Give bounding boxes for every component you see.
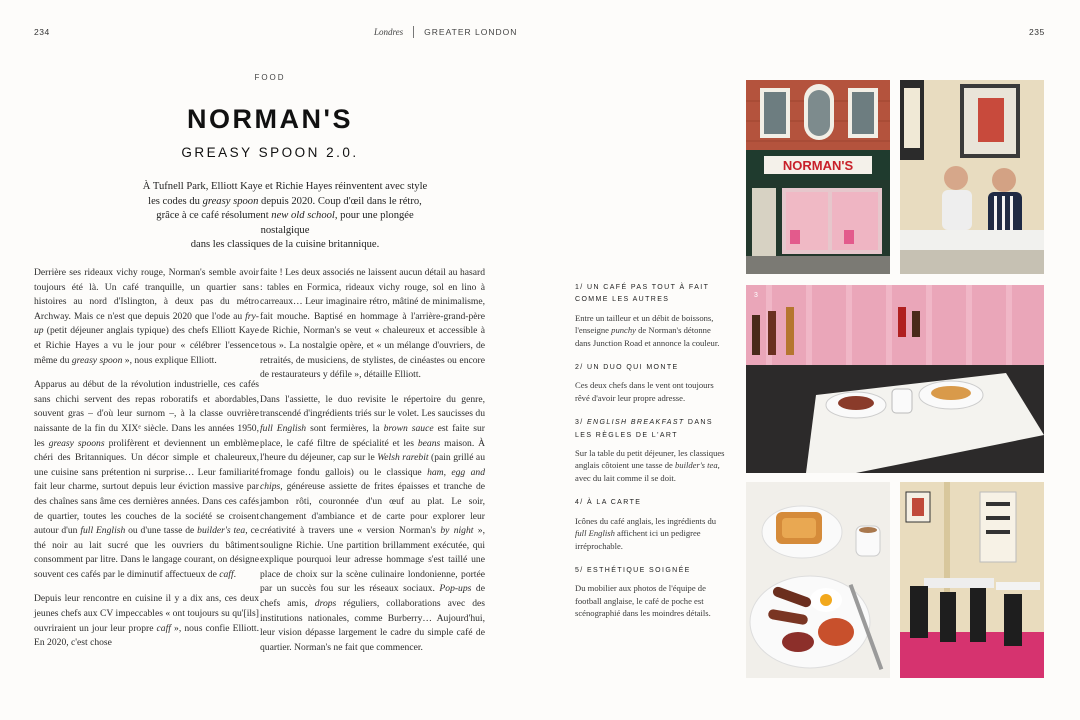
caption-text — [575, 447, 725, 484]
standfirst-italic: new old school — [271, 210, 335, 222]
chefs-illustration — [900, 80, 1044, 274]
text: Entre un tailleur et un débit de boissons, l'enseigne — [575, 312, 714, 336]
section-kicker: FOOD — [254, 73, 286, 82]
paragraph — [34, 266, 259, 368]
italic: full English — [80, 525, 126, 537]
caption-4 — [575, 497, 725, 552]
text: . — [233, 568, 237, 580]
italic: Pop-ups — [439, 583, 472, 595]
running-head-area: GREATER LONDON — [424, 27, 518, 37]
text: de Norman's détonne dans Junction Road et annonce la couleur. — [575, 325, 720, 348]
caption-heading: 5/ ESTHÉTIQUE SOIGNÉE — [575, 566, 691, 574]
paragraph — [34, 378, 259, 582]
text: DANS LES RÈGLES DE L'ART — [575, 419, 713, 439]
shop-facade-illustration — [746, 80, 890, 274]
text: », souligne Richie. Une partition brillamment exécutée, qui explique pourquoi leur adresse hommage s'est taillé une place de choix sur la scène culinaire londonienne, portée par un succès fou sur les réseaux sociaux. — [260, 525, 485, 595]
paragraph — [260, 393, 485, 656]
italic: builder's tea — [197, 525, 246, 537]
running-head — [374, 26, 517, 38]
caption-text — [575, 312, 725, 349]
text: , ce thé noir au lait sucré que les ouvriers du bâtiment consomment par litre. Dans le langage courant, on désigne souvent ces cafés par le diminutif affectueux de — [34, 525, 259, 580]
text: », nous confie Elliott. En 2020, c'est chose — [34, 622, 259, 649]
italic: ENGLISH BREAKFAST — [586, 419, 685, 427]
italic: drops — [314, 598, 337, 610]
article-subtitle: GREASY SPOON 2.0. — [181, 145, 359, 160]
italic: full English — [575, 528, 615, 539]
photo-full-english — [746, 482, 890, 678]
text: Icônes du café anglais, les ingrédients du — [575, 515, 717, 526]
photo-interior — [900, 482, 1044, 678]
page-number-left: 234 — [34, 27, 50, 37]
caption-text: Du mobilier aux photos de l'équipe de football anglaise, le café de poche est scénographié dans les moindres détails. — [575, 583, 711, 619]
italic: greasy spoons — [48, 437, 105, 449]
italic: caff — [156, 622, 171, 634]
text: ou d'une tasse de — [125, 525, 198, 537]
caption-3 — [575, 417, 725, 484]
text: sont fermières, la — [306, 422, 384, 434]
caption-heading: 4/ À LA CARTE — [575, 499, 642, 507]
text: Derrière ses rideaux vichy rouge, Norman's semble avoir toujours été là. Un café tranquille, un quartier sans histoires au nord d'Islington, à deux pas du métro Archway. Mais ce n'est que depuis 2020 que l'ode au — [34, 267, 259, 322]
italic: ham, egg and chips — [260, 466, 485, 493]
standfirst-text: les codes du — [148, 195, 203, 207]
standfirst-text: À Tufnell Park, Elliott Kaye et Richie Hayes réinventent avec style — [142, 181, 428, 192]
body-column-1 — [34, 266, 259, 651]
text: siècle. Dans les années 1950, les — [34, 422, 260, 449]
standfirst-italic: greasy spoon — [202, 195, 259, 207]
text: », nous explique Elliott. — [122, 354, 217, 366]
italic: greasy spoon — [71, 354, 123, 366]
paragraph: faite ! Les deux associés ne laissent aucun détail au hasard : tables en Formica, rideaux vichy rouge, sol en lino à carreaux… Leur imaginaire rétro, mâtiné de minimalisme, fait mouche. Baptisé en hommage à l'arrière-grand-père de Richie, Norman's se veut « chaleureux et accessible à tous ». La nostalgie opère, et « un mélange d'ouvriers, de retraités, de musiciens, de stylistes, de cinéastes ou encore de restaurateurs y défile », détaille Elliott. — [260, 267, 485, 381]
italic: Welsh rarebit — [377, 452, 429, 464]
text: est faite sur place, le café filtre de spécialité et les — [260, 422, 485, 449]
text: , généreuse assiette de frites épaisses et tranche de jambon rôti, couronnée d'un œuf au plat. Le soir, changement d'ambiance et de carte pour explorer leur créativité à travers une « version Norman's — [260, 481, 485, 537]
text: Dans l'assiette, le duo revisite le répertoire du genre, transcendé d'ingrédients triés sur le volet. Les saucisses du — [260, 393, 485, 420]
caption-heading: 2/ UN DUO QUI MONTE — [575, 364, 679, 372]
shop-sign-text: NORMAN'S — [782, 158, 854, 173]
photo-shop-facade — [746, 80, 890, 274]
full-english-illustration — [746, 482, 890, 678]
caption-text — [575, 515, 725, 552]
photo-breakfast-table — [746, 285, 1044, 473]
running-head-divider — [413, 26, 414, 38]
text: maison. À l'heure du déjeuner, cap sur le — [260, 437, 485, 464]
caption-2 — [575, 362, 725, 404]
text: Depuis leur rencontre en cuisine il y a dix ans, ces deux jeunes chefs aux CV impeccables « ont toujours su qu'[ils] ouvriraient un jour leur propre — [34, 593, 259, 634]
text: Sur la table du petit déjeuner, les classiques anglais côtoient une tasse de — [575, 448, 725, 471]
text: (pain grillé au fromage fondu gallois) ou le classique — [260, 452, 485, 478]
italic: full English — [260, 422, 307, 434]
page-number-right: 235 — [1029, 27, 1045, 37]
text: affichent ici un pedigree irréprochable. — [575, 528, 701, 551]
photo-captions — [575, 282, 725, 633]
italic: brown sauce — [383, 422, 434, 434]
italic: caff — [219, 568, 234, 580]
photo-number: 3 — [754, 292, 758, 299]
italic: punchy — [611, 325, 636, 336]
caption-text: Ces deux chefs dans le vent ont toujours rêvé d'avoir leur propre adresse. — [575, 380, 714, 403]
italic: fry-up — [34, 310, 259, 337]
photo-chefs — [900, 80, 1044, 274]
breakfast-table-illustration — [746, 285, 1044, 473]
text: (petit déjeuner anglais typique) des chefs Elliott Kaye et Richie Hayes a vu le jour pour « célébrer l'essence même du — [34, 325, 259, 366]
text: réguliers, collaborations avec des institutions nationales, comme Burberry… Aujourd'hui, leur vision dépasse largement le cadre du simple café de quartier. Norman's ne fait que commencer. — [260, 598, 485, 653]
standfirst-text: depuis 2020. Coup d'œil dans le rétro, — [258, 195, 422, 207]
article-title: NORMAN'S — [187, 104, 353, 134]
italic: by night — [440, 525, 474, 537]
standfirst-text: dans les classiques de la cuisine britannique. — [190, 239, 380, 251]
caption-1 — [575, 282, 725, 349]
article-standfirst — [140, 180, 430, 253]
text: prolifèrent et deviennent un emblème chéri des Britanniques. Un décor simple et chaleureux, une cuisine sans prétention ni surprise… Leur familiarité fait leur charme, surtout depuis leur éviction massive par des chaînes sans âme ces dernières années. Dans ces cafés de quartier, toutes les couches de la société se croisent autour d'un — [34, 437, 259, 537]
text: XIXᵉ — [121, 422, 141, 434]
caption-heading: 1/ UN CAFÉ PAS TOUT À FAIT COMME LES AUTRES — [575, 284, 710, 304]
text: 3/ — [575, 419, 587, 427]
caption-heading — [575, 417, 725, 442]
caption-5 — [575, 565, 725, 620]
paragraph — [34, 592, 259, 650]
text: Apparus au début de la révolution industrielle, ces cafés sans chichi servent des repas roboratifs et abordables, souvent gras – d'où leur surnom –, à la classe ouvrière naissante de la fin du — [34, 379, 259, 434]
text: de chefs amis, — [260, 583, 485, 610]
standfirst-text: , pour une plongée nostalgique — [260, 210, 414, 236]
text: , avec du lait comme il se doit. — [575, 460, 720, 483]
running-head-city: Londres — [374, 27, 404, 37]
italic: beans — [417, 437, 441, 449]
italic: builder's tea — [675, 460, 718, 471]
interior-illustration — [900, 482, 1044, 678]
body-column-2 — [260, 266, 485, 655]
standfirst-text: grâce à ce café résolument — [156, 210, 272, 222]
